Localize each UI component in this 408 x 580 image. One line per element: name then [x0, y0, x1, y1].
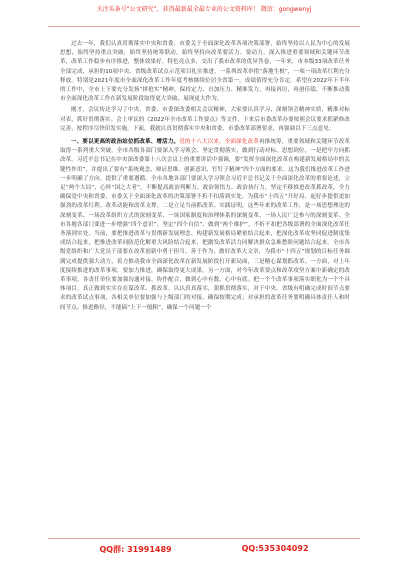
section-heading: 一、要以更高的政治站位抓改革、增活力。	[71, 139, 180, 146]
document-body	[60, 40, 350, 315]
banner-text: 关注头条号“公文研究”，获得最新最全最专业的公文资料库！ 微信：gongwenyj	[96, 6, 312, 13]
paragraph: 过去一年，我们认真贯彻落实中央和省委、市委关于全面深化改革各项决策部署，始终坚持以人民为中心的发展思想，始终坚持重点突破，始终坚持统筹联动，始终坚持向改革要活力、要动力，深入推进重要领域和关键环节改革，改革工作稳步有序推进，整体效果好、特色亮点多，交出了我市改革的优异答卷。一年来，市本级33项改革任务全部完成，承担的10项中央、省级改革试点示范项目扎实推进，一系列改革举措“落地生根”，一项一项改革红利充分释放。特别是2021年度市全面深化改革工作年度考核继续位居全省第一，成绩值得充分肯定。希望在2022年下半年的工作中，全市上下要充分发扬“拼抢实”精神，保持定力、自加压力、精准发力，再接再厉，再创佳绩，不断推动我市全面深化改革工作在新发展阶段取得更大突破、展现更大作为。	[60, 41, 350, 103]
qq-label: QQ:535304092	[241, 544, 309, 553]
footer	[0, 544, 408, 555]
header-divider	[48, 26, 360, 27]
paragraph: 刚才，会议传达学习了中央、省委、市委深改委相关会议精神，大家要认真学习、深刻领会精神实质，精准对标对表，抓好贯彻落实。会上审议的《2022年全市改革工作要点》等文件，下来后市委改革办要按照会议要求抓紧修改完善，按程序尽快印发实施。下面，我就认真贯彻落实中央和省委、市委改革部署要求，再强调以下三点意见：	[60, 107, 350, 132]
header-banner	[0, 6, 408, 14]
qq-group-label: QQ群: 31991489	[99, 545, 172, 554]
footer-divider	[48, 538, 360, 539]
section-body: 再推统筹，重要领域和关键环节改革取得一系列重大突破。全市各级各部门要深入学习领会、坚定贯彻落实，做到行动对标、思想到位，一是把牢方向抓改革。习近平总书记在中央深改委第十八次会议上的重要讲话中强调，要“发挥全面深化改革在构建新发展格局中的关键性作用”，并提出了要有“系统观念、辩证思维、创新意识、钉钉子精神”四个方面的要求。这为我们推进改革工作进一步明确了方向、提供了重要遵循。全市各地各部门要深入学习领会习近平总书记关于全面深化改革的重要论述，立足“两个大局”、心怀“国之大者”，不断提高政治判断力、政治领悟力、政治执行力，坚定不移推进改革抓改革，全力确保党中央和省委、市委关于全面深化改革的决策部署不折不扣落到实处，为我市“十四五”开好局、起好步提供更加强劲的改革红利、改革动能和改革支撑。二是立足当前抓改革。实践证明，这些年来的改革工作，是一场思想理论的深刻变革、一场改革组织方式的深刻变革、一场国家制度和治理体系的深刻变革、一场人民广泛参与的深刻变革。全市各地各部门要进一步增强“四个意识”、坚定“四个自信”、做到“两个维护”，不折不扣把各级部署的全面深化改革任务落到实处。当前，要把推进改革与贯彻新发展理念、构建新发展格局紧密结合起来，把深化改革攻坚同促进制度集成结合起来，把推进改革同防范化解重大风险结合起来，把激发改革活力同解决群众急难愁盼问题结合起来。全市各级党组织和广大党员干部要在改革创新中勇于担当、善于作为，做好改革大文章，为我市“十四五”规划的目标任务圆满完成提供强大动力，着力推动我市全面深化改革在新发展阶段打开新局面，三是精心谋划抓改革。一方面，对上年度接续推进的改革事项，要加力推进，确保取得更大成果。另一方面，对今年改革要点和改革攻坚方案中新确定的改革事项，各责任单位要加强沟通对接、协作配合，做到心中有数、心中有底。把一个个改革事项落实细化为一个个具体项目，真正做到实实在在谋改革、抓改革。认认真真落实，狠抓贯彻落实，对于中央、省级有明确完成时间节点要求的改革试点事项，各相关单位要加强与上级部门的对接，确保按期完成；对承担的改革任务要明确具体责任人和时间节点、推进路径，不能搞“上下一般粗”，确保一个问题一个	[60, 139, 351, 311]
section-lead: 党的十八大以来，全面深化改革	[179, 139, 259, 146]
section-paragraph	[60, 138, 350, 313]
